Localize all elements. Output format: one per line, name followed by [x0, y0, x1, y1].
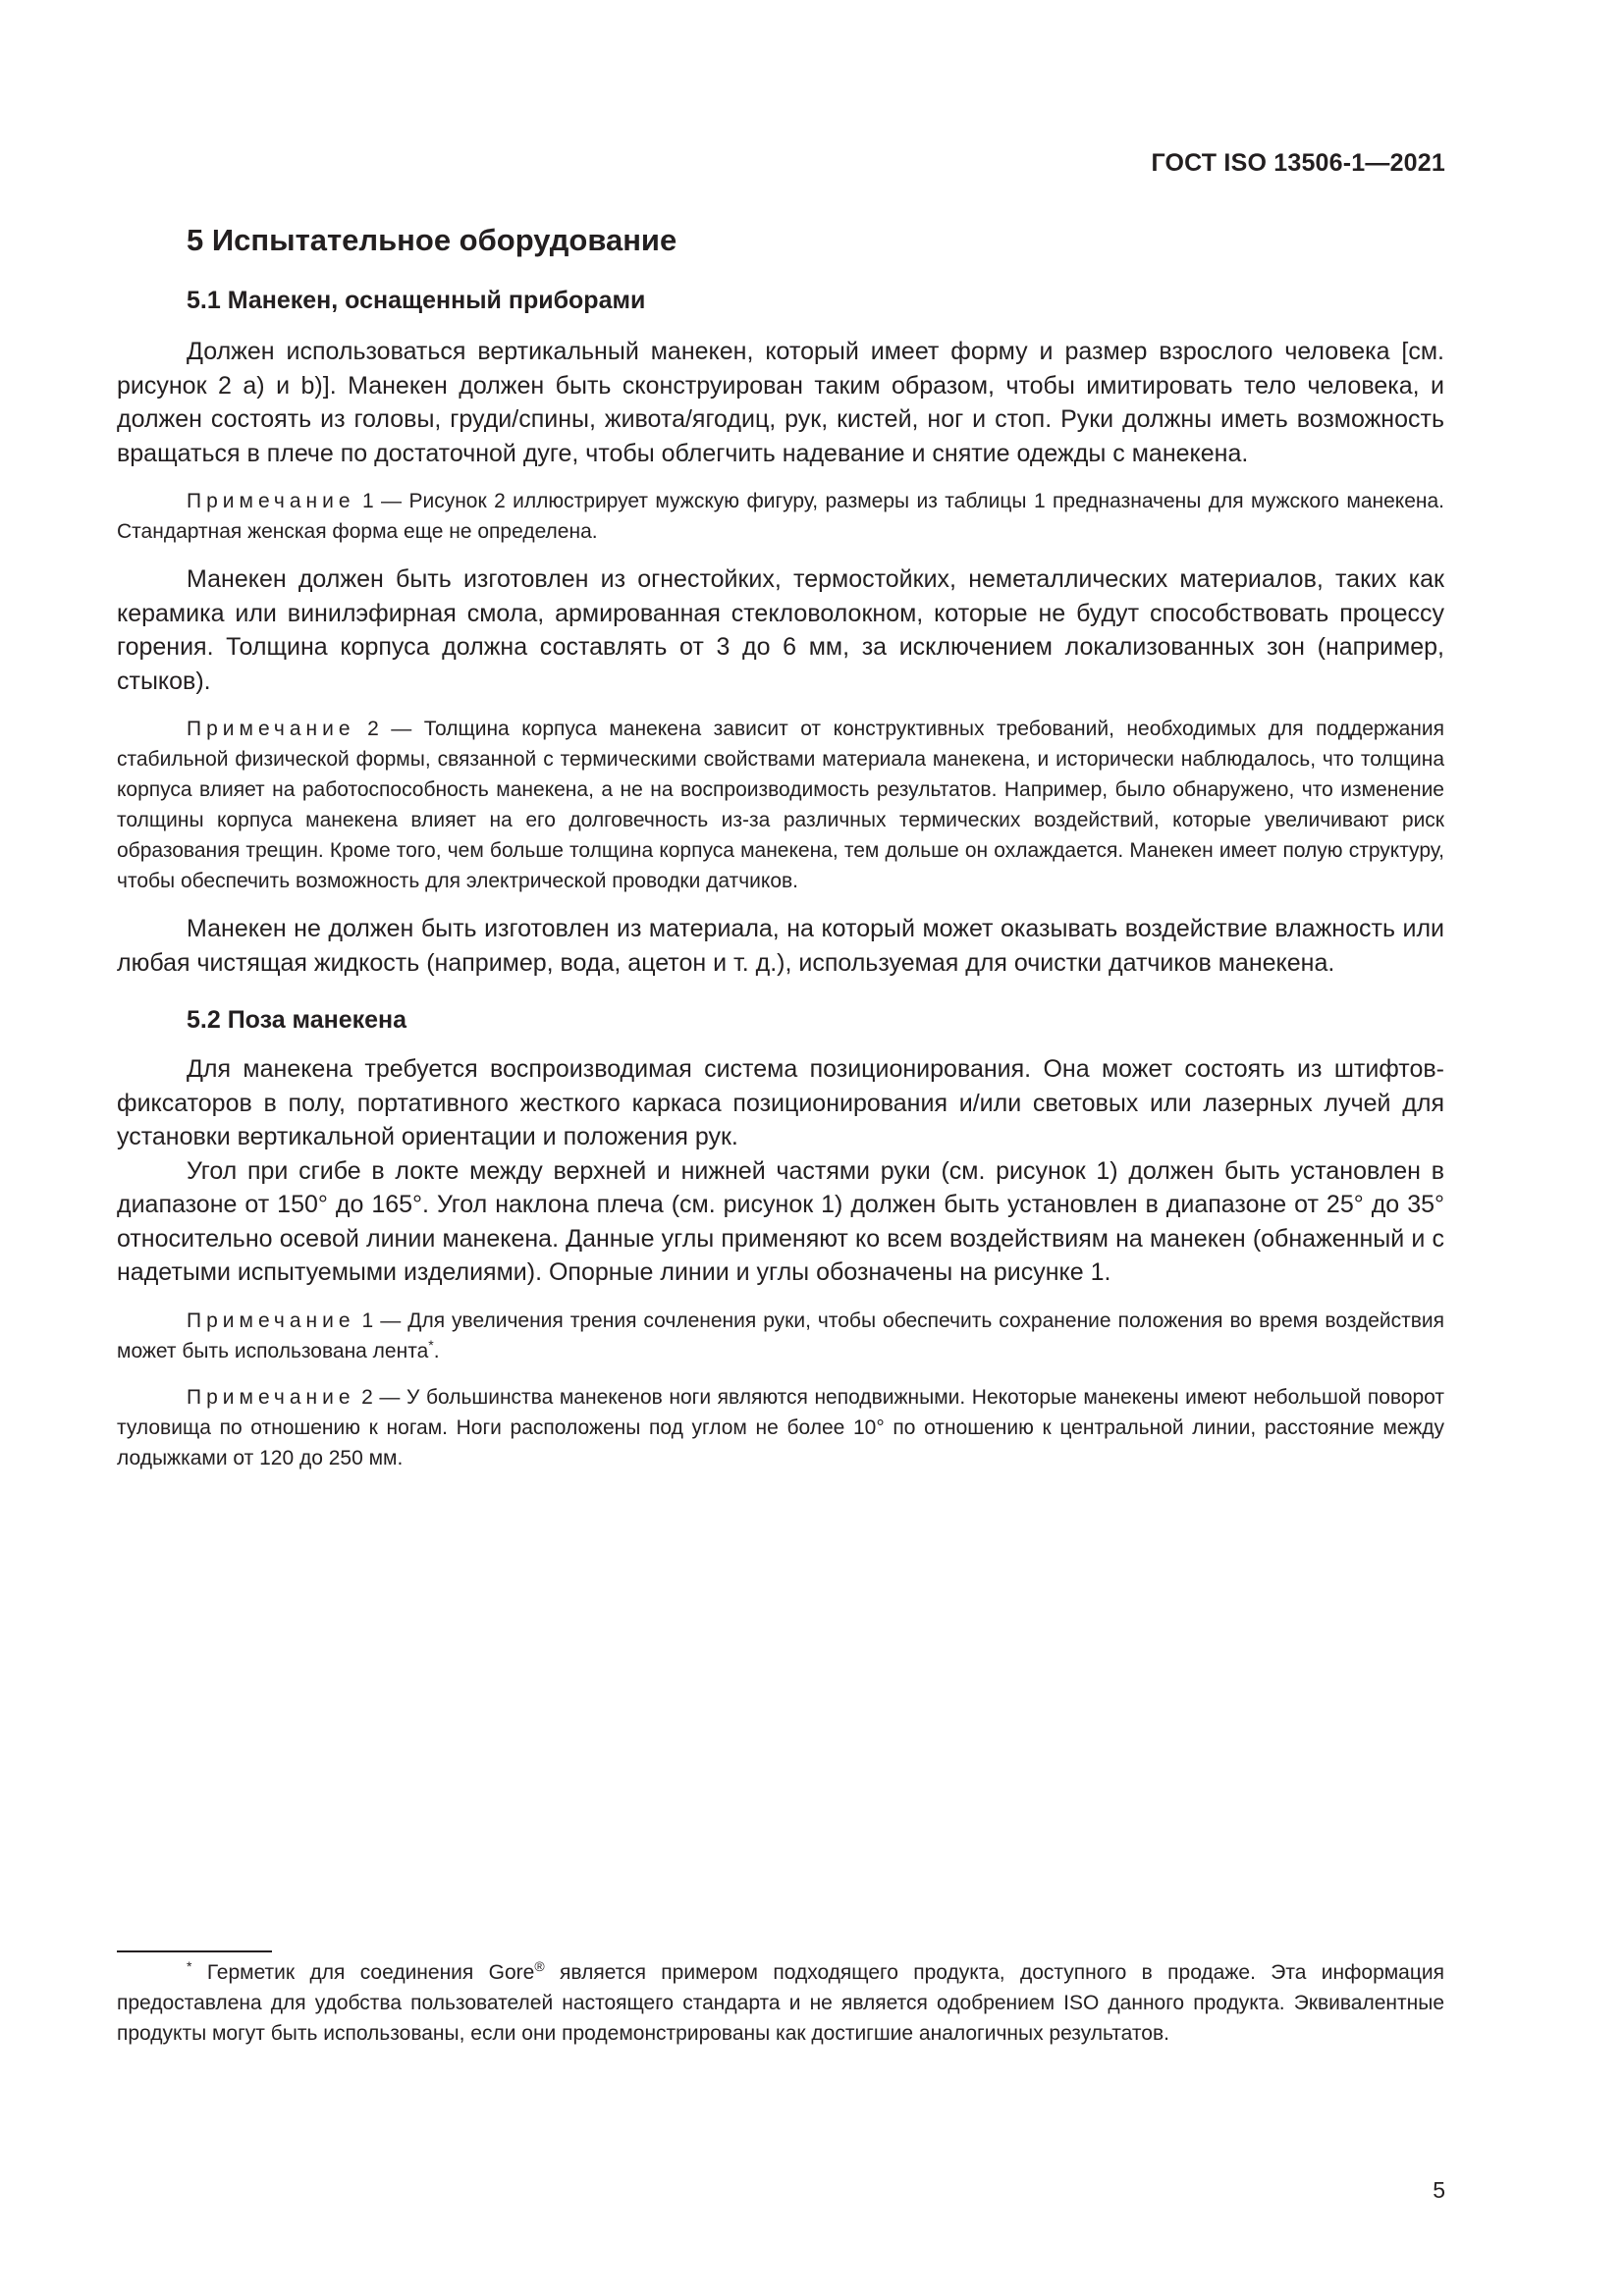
paragraph-materials: Манекен должен быть изготовлен из огнестойких, термостойких, неметаллических материалов, таких как керамика или винилэфирная смола, армированная стекловолокном, которые не будут способствовать процессу горения. Толщина корпуса должна составлять от 3 до 6 мм, за исключением локализованных зон (например, стыков). [117, 565, 1444, 695]
subsection-title-5-2: 5.2 Поза манекена [187, 1006, 407, 1035]
note-1-tape [117, 1306, 1444, 1366]
note-2-thickness [117, 714, 1444, 896]
document-header: ГОСТ ISO 13506-1—2021 [1151, 149, 1445, 177]
footnote-mark: * [187, 1958, 192, 1974]
section-title: 5 Испытательное оборудование [187, 223, 677, 257]
note-label: Примечание [187, 718, 355, 741]
note-end: . [433, 1339, 440, 1362]
footnote [117, 1957, 1444, 2049]
page-content [117, 222, 1444, 1473]
paragraph-angles: Угол при сгибе в локте между верхней и нижней частями руки (см. рисунок 1) должен быть установлен в диапазоне от 150° до 165°. Угол наклона плеча (см. рисунок 1) должен быть установлен в диапазоне от 25° до 35° относительно осевой линии манекена. Данные углы применяют ко всем воздействиям на манекен (обнаженный и с надетыми испытуемыми изделиями). Опорные линии и углы обозначены на рисунке 1. [117, 1156, 1444, 1287]
paragraph-positioning: Для манекена требуется воспроизводимая система позиционирования. Она может состоять из штифтов-фиксаторов в полу, портативного жесткого каркаса позиционирования и/или световых или лазерных лучей для установки вертикальной ориентации и положения рук. [117, 1055, 1444, 1151]
registered-mark: ® [534, 1958, 545, 1974]
note-text: 1 — Рисунок 2 иллюстрирует мужскую фигуру, размеры из таблицы 1 предназначены для мужского манекена. Стандартная женская форма еще не определена. [117, 490, 1444, 544]
page-number: 5 [1433, 2177, 1445, 2203]
note-text: 2 — Толщина корпуса манекена зависит от конструктивных требований, необходимых для поддержания стабильной физической формы, связанной с термическими свойствами материала манекена, и исторически наблюдалось, что толщина корпуса влияет на работоспособность манекена, а не на воспроизводимость результатов. Например, было обнаружено, что изменение толщины корпуса манекена влияет на его долговечность из-за различных термических воздействий, которые увеличивают риск образования трещин. Кроме того, чем больше толщина корпуса манекена, тем дольше он охлаждается. Манекен имеет полую структуру, чтобы обеспечить возможность для электрической проводки датчиков. [117, 718, 1444, 893]
note-label: Примечание [187, 490, 355, 513]
subsection-title-5-1: 5.1 Манекен, оснащенный приборами [187, 287, 646, 315]
paragraph-moisture: Манекен не должен быть изготовлен из материала, на который может оказывать воздействие влажность или любая чистящая жидкость (например, вода, ацетон и т. д.), используемая для очистки датчиков манекена. [117, 915, 1444, 977]
paragraph-mannequin-form: Должен использоваться вертикальный манекен, который имеет форму и размер взрослого человека [см. рисунок 2 a) и b)]. Манекен должен быть сконструирован таким образом, чтобы имитировать тело человека, и должен состоять из головы, груди/спины, живота/ягодиц, рук, кистей, ног и стоп. Руки должны иметь возможность вращаться в плече по достаточной дуге, чтобы облегчить надевание и снятие одежды с манекена. [117, 338, 1444, 467]
note-label: Примечание [187, 1308, 355, 1332]
footnote-text-after: является примером подходящего продукта, доступного в продаже. Эта информация предоставлена для удобства пользователей настоящего стандарта и не является одобрением ISO данного продукта. Эквивалентные продукты могут быть использованы, если они продемонстрированы как достигшие аналогичных результатов. [117, 1961, 1444, 2045]
note-text: 1 — Для увеличения трения сочленения руки, чтобы обеспечить сохранение положения во время воздействия может быть использована лента [117, 1308, 1444, 1362]
footnote-text-before: Герметик для соединения Gore [191, 1961, 535, 1984]
note-text: 2 — У большинства манекенов ноги являются неподвижными. Некоторые манекены имеют небольшой поворот туловища по отношению к ногам. Ноги расположены под углом не более 10° по отношению к центральной линии, расстояние между лодыжками от 120 до 250 мм. [117, 1385, 1444, 1469]
note-1-figure [117, 486, 1444, 547]
footnote-separator [117, 1950, 272, 1952]
footnote-reference: * [428, 1336, 434, 1353]
note-label: Примечание [187, 1385, 355, 1409]
note-2-legs [117, 1382, 1444, 1473]
